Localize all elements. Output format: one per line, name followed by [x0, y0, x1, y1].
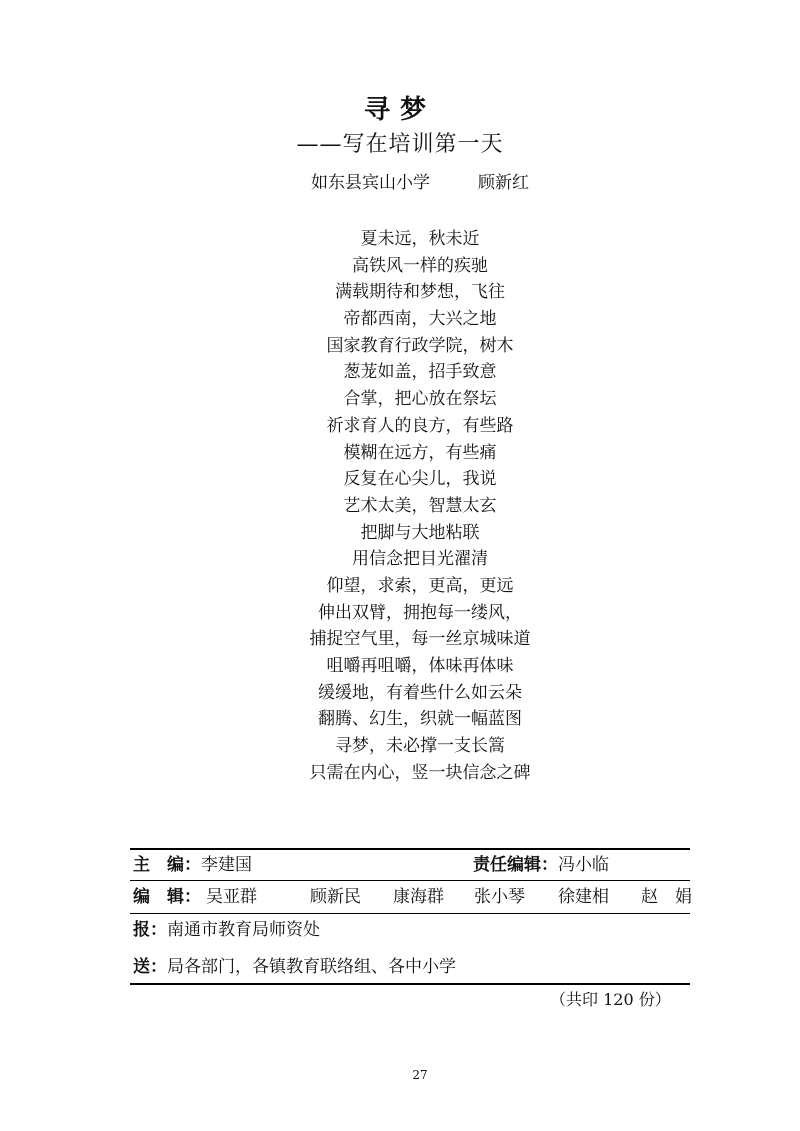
poem-line: 翻腾、幻生，织就一幅蓝图: [318, 709, 522, 730]
chief-editor-row: [133, 851, 693, 879]
poem-line: 只需在内心，竖一块信念之碑: [309, 762, 531, 783]
poem-line: 寻梦，未必撑一支长篙: [335, 736, 505, 757]
report-label: 报：: [133, 920, 167, 940]
author-school: 如东县宾山小学: [311, 173, 430, 193]
poem-line: 祈求育人的良方，有些路: [326, 415, 514, 436]
editor-name: 赵 娟: [641, 887, 692, 907]
chief-editor-label: 主 编：: [133, 855, 201, 875]
poem-line: 帝都西南，大兴之地: [343, 309, 497, 330]
send-label: 送：: [133, 957, 167, 977]
send-recipients: 局各部门，各镇教育联络组、各中小学: [167, 957, 456, 977]
editors-row: [133, 883, 693, 911]
editor-name: 徐建相: [558, 887, 609, 907]
poem-line: 满载期待和梦想，飞往: [335, 282, 505, 303]
editor-name: 顾新民: [310, 887, 361, 907]
colophon-top-rule: [130, 848, 690, 850]
print-count: （共印 120 份）: [550, 990, 671, 1009]
editor-name: 康海群: [393, 887, 444, 907]
colophon-rule: [130, 913, 690, 914]
editor-name: 张小琴: [474, 887, 525, 907]
chief-editor-name: 李建国: [201, 855, 252, 875]
poem-line: 葱茏如盖，招手致意: [343, 362, 497, 383]
colophon-bottom-rule: [130, 983, 690, 985]
poem-line: 捕捉空气里，每一丝京城味道: [309, 629, 531, 650]
responsible-editor-label: 责任编辑：: [473, 855, 558, 875]
editors-label: 编 辑：: [133, 887, 201, 907]
poem-line: 模糊在远方，有些痛: [343, 442, 497, 463]
page-number: 27: [412, 1068, 428, 1082]
poem-line: 仰望，求索，更高，更远: [326, 575, 514, 596]
report-row: [133, 916, 693, 944]
poem-body: [0, 226, 800, 786]
poem-line: 高铁风一样的疾驰: [352, 255, 488, 276]
poem-line: 伸出双臂，拥抱每一缕风，: [318, 602, 522, 623]
poem-line: 反复在心尖儿，我说: [343, 469, 497, 490]
report-recipient: 南通市教育局师资处: [167, 920, 320, 940]
poem-title: 寻梦: [363, 95, 436, 125]
colophon-rule: [130, 880, 690, 881]
editor-name: 吴亚群: [206, 887, 257, 907]
poem-line: 国家教育行政学院，树木: [326, 335, 514, 356]
poem-line: 把脚与大地粘联: [360, 522, 480, 543]
poem-line: 缓缓地，有着些什么如云朵: [318, 682, 522, 703]
author-line: [0, 170, 800, 196]
poem-line: 咀嚼再咀嚼，体味再体味: [326, 656, 514, 676]
poem-line: 用信念把目光濯清: [352, 549, 488, 570]
responsible-editor-name: 冯小临: [558, 855, 609, 875]
poem-subtitle: ——写在培训第一天: [296, 132, 504, 157]
poem-line: 合掌，把心放在祭坛: [343, 389, 497, 410]
send-row: [133, 953, 693, 981]
poem-line: 夏未远，秋未近: [360, 229, 480, 249]
poem-line: 艺术太美，智慧太玄: [343, 495, 497, 516]
author-name: 顾新红: [478, 173, 529, 193]
